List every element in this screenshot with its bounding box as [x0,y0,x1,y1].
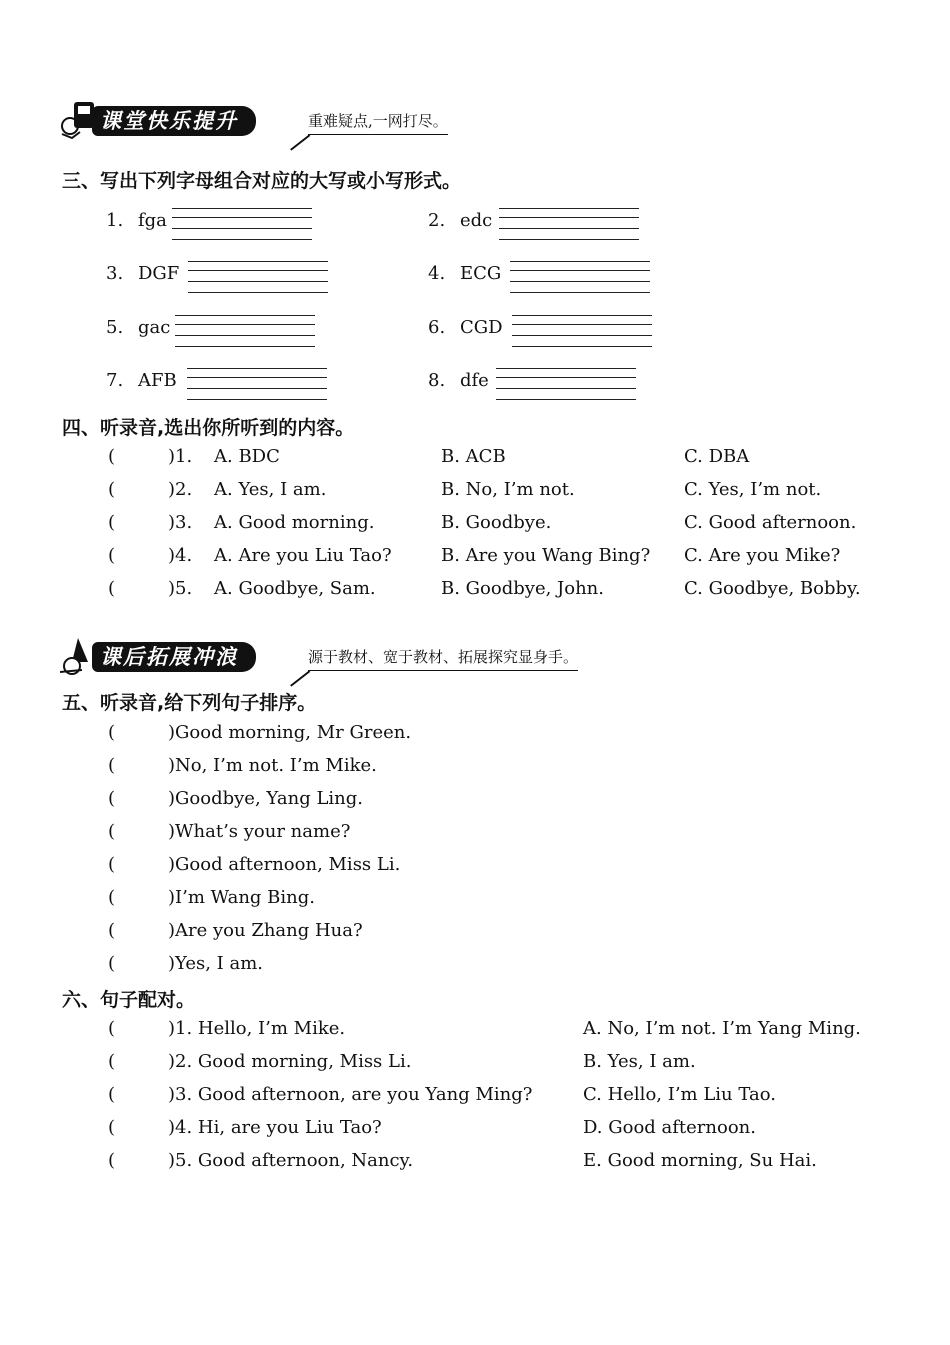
banner-title: 课后拓展冲浪 [92,642,256,672]
item-text: ECG [460,263,502,284]
answer-lines[interactable] [175,315,315,347]
response: A. No, I’m not. I’m Yang Ming. [583,1018,861,1039]
question: )5. Good afternoon, Nancy. [168,1150,414,1171]
item-number: 1. [106,210,124,231]
section-6-title: 六、句子配对。 [62,989,196,1011]
answer-paren[interactable]: ( [108,722,116,743]
banner-subtitle: 源于教材、宽于教材、拓展探究显身手。 [308,646,578,671]
option-c: C. DBA [684,446,750,467]
answer-lines[interactable] [172,208,312,240]
option-b: B. No, I’m not. [441,479,575,500]
item-text: AFB [138,370,177,391]
question: )3. Good afternoon, are you Yang Ming? [168,1084,533,1105]
answer-paren[interactable]: ( [108,1084,116,1105]
answer-paren[interactable]: ( [108,887,116,908]
banner-title: 课堂快乐提升 [92,106,256,136]
question: )1. Hello, I’m Mike. [168,1018,346,1039]
banner-subtitle: 重难疑点,一网打尽。 [308,110,448,135]
question: )4. Hi, are you Liu Tao? [168,1117,382,1138]
answer-paren[interactable]: ( [108,1117,116,1138]
sentence: )Good morning, Mr Green. [168,722,412,743]
item-number: 4. [428,263,446,284]
sentence: )Good afternoon, Miss Li. [168,854,401,875]
question: )2. Good morning, Miss Li. [168,1051,412,1072]
question-number: )5. [168,578,193,599]
sentence: )Yes, I am. [168,953,264,974]
item-text: CGD [460,317,503,338]
answer-paren[interactable]: ( [108,788,116,809]
answer-paren[interactable]: ( [108,755,116,776]
response: C. Hello, I’m Liu Tao. [583,1084,776,1105]
item-text: dfe [460,370,489,391]
sentence: )What’s your name? [168,821,351,842]
option-a: A. Yes, I am. [214,479,327,500]
option-a: A. Are you Liu Tao? [214,545,392,566]
response: E. Good morning, Su Hai. [583,1150,817,1171]
answer-lines[interactable] [188,261,328,293]
sentence: )Goodbye, Yang Ling. [168,788,363,809]
question-number: )3. [168,512,193,533]
answer-paren[interactable]: ( [108,479,116,500]
answer-paren[interactable]: ( [108,545,116,566]
option-a: A. Good morning. [214,512,375,533]
answer-paren[interactable]: ( [108,1051,116,1072]
question-number: )2. [168,479,193,500]
answer-paren[interactable]: ( [108,821,116,842]
sentence: )Are you Zhang Hua? [168,920,363,941]
item-text: fga [138,210,167,231]
item-text: edc [460,210,493,231]
answer-lines[interactable] [512,315,652,347]
question-number: )4. [168,545,193,566]
answer-lines[interactable] [499,208,639,240]
answer-paren[interactable]: ( [108,446,116,467]
item-text: gac [138,317,171,338]
option-c: C. Yes, I’m not. [684,479,822,500]
answer-paren[interactable]: ( [108,578,116,599]
item-text: DGF [138,263,180,284]
sentence: )I’m Wang Bing. [168,887,315,908]
answer-paren[interactable]: ( [108,512,116,533]
item-number: 3. [106,263,124,284]
answer-paren[interactable]: ( [108,1018,116,1039]
answer-lines[interactable] [187,368,327,400]
answer-paren[interactable]: ( [108,920,116,941]
option-b: B. Goodbye. [441,512,552,533]
answer-paren[interactable]: ( [108,854,116,875]
option-b: B. ACB [441,446,506,467]
option-a: A. BDC [214,446,280,467]
section-3-title: 三、写出下列字母组合对应的大写或小写形式。 [62,170,462,192]
section-4-title: 四、听录音,选出你所听到的内容。 [62,417,355,439]
option-c: C. Are you Mike? [684,545,841,566]
answer-lines[interactable] [510,261,650,293]
answer-paren[interactable]: ( [108,953,116,974]
response: B. Yes, I am. [583,1051,696,1072]
option-b: B. Are you Wang Bing? [441,545,651,566]
question-number: )1. [168,446,193,467]
item-number: 8. [428,370,446,391]
item-number: 5. [106,317,124,338]
option-c: C. Good afternoon. [684,512,857,533]
answer-lines[interactable] [496,368,636,400]
option-b: B. Goodbye, John. [441,578,604,599]
response: D. Good afternoon. [583,1117,756,1138]
item-number: 7. [106,370,124,391]
section-5-title: 五、听录音,给下列句子排序。 [62,692,317,714]
answer-paren[interactable]: ( [108,1150,116,1171]
sentence: )No, I’m not. I’m Mike. [168,755,377,776]
item-number: 2. [428,210,446,231]
option-c: C. Goodbye, Bobby. [684,578,861,599]
option-a: A. Goodbye, Sam. [214,578,376,599]
item-number: 6. [428,317,446,338]
